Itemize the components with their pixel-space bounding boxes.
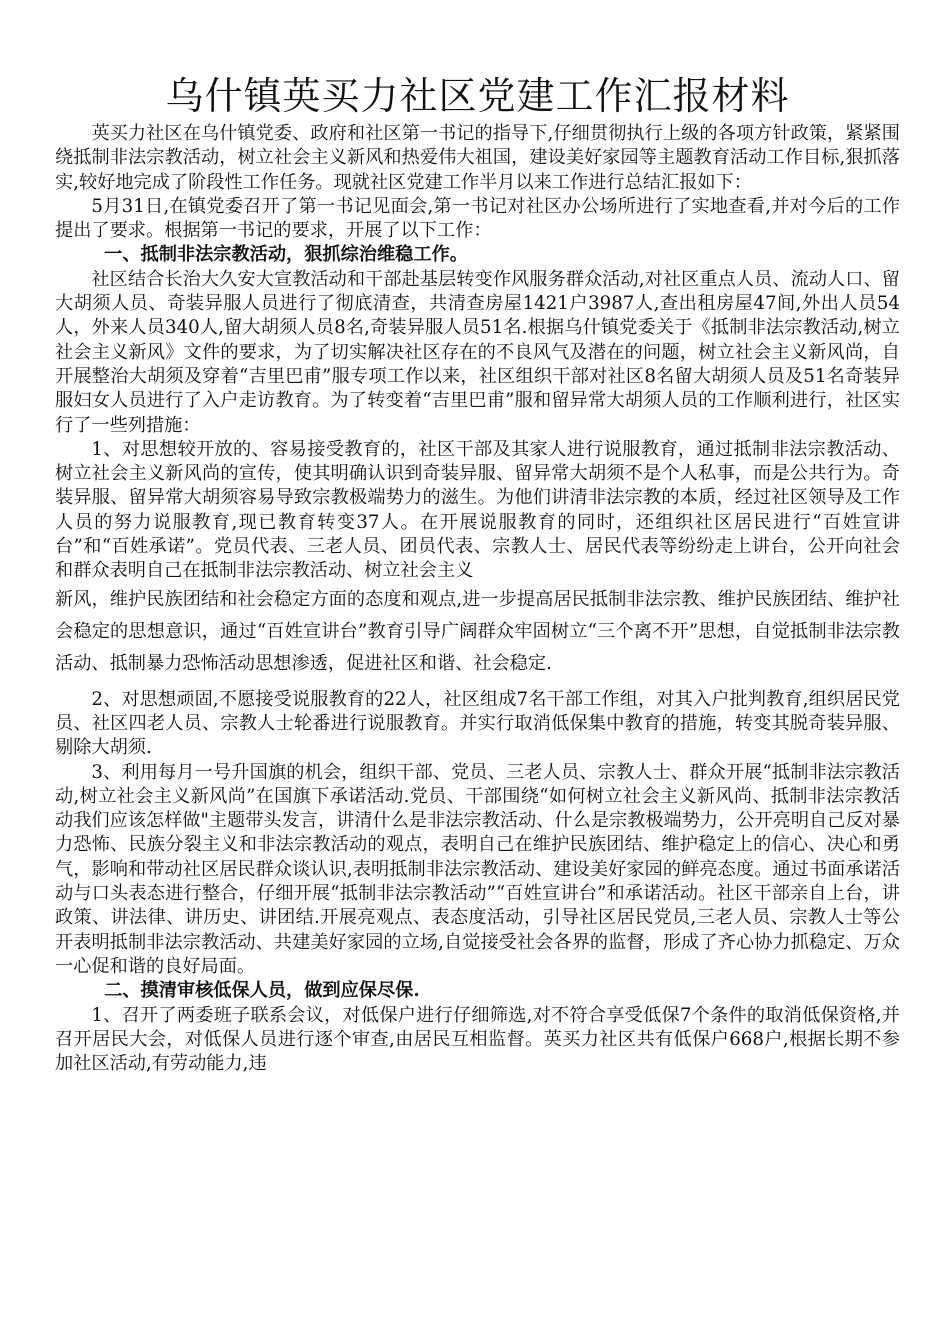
document-page [55,70,900,1076]
section-heading-1: 一、抵制非法宗教活动，狠抓综治维稳工作。 [104,244,468,266]
section2-paragraph: 1、召开了两委班子联系会议，对低保户进行仔细筛选,对不符合享受低保7个条件的取消低保资格,并召开居民大会，对低保人员进行逐个审查,由居民互相监督。英买力社区共有低保户668户,根据长期不参加社区活动,有劳动能力,违 [55,1004,900,1075]
intro-paragraph: 英买力社区在乌什镇党委、政府和社区第一书记的指导下,仔细贯彻执行上级的各项方针政策，紧紧围绕抵制非法宗教活动，树立社会主义新风和热爱伟大祖国，建设美好家园等主题教育活动工作目标,狠抓落实,较好地完成了阶段性工作任务。现就社区党建工作半月以来工作进行总结汇报如下： [55,123,900,193]
section-heading-2: 二、摸清审核低保人员，做到应保尽保. [104,980,420,1002]
measure3-paragraph: 3、利用每月一号升国旗的机会，组织干部、党员、三老人员、宗教人士、群众开展“抵制非法宗教活动,树立社会主义新风尚”在国旗下承诺活动.党员、干部围绕“如何树立社会主义新风尚、抵制非法宗教活动我们应该怎样做"主题带头发言，讲清什么是非法宗教活动、什么是宗教极端势力，公开亮明自己反对暴力恐怖、民族分裂主义和非法宗教活动的观点，表明自己在维护民族团结、维护稳定上的信心、决心和勇气，影响和带动社区居民群众谈认识,表明抵制非法宗教活动、建设美好家园的鲜亮态度。通过书面承诺活动与口头表态进行整合，仔细开展“抵制非法宗教活动”“百姓宣讲台”和承诺活动。社区干部亲自上台，讲政策、讲法律、讲历史、讲团结.开展亮观点、表态度活动，引导社区居民党员,三老人员、宗教人士等公开表明抵制非法宗教活动、共建美好家园的立场,自觉接受社会各界的监督，形成了齐心协力抓稳定、万众一心促和谐的良好局面。 [55,761,900,977]
measure1-continuation: 新风，维护民族团结和社会稳定方面的态度和观点,进一步提高居民抵制非法宗教、维护民族团结、维护社会稳定的思想意识，通过“百姓宣讲台”教育引导广阔群众牢固树立“三个离不开”思想，自觉抵制非法宗教活动、抵制暴力恐怖活动思想渗透，促进社区和谐、社会稳定. [55,588,900,674]
document-title: 乌什镇英买力社区党建工作汇报材料 [165,74,790,118]
section1-paragraph: 社区结合长治大久安大宣教活动和干部赴基层转变作风服务群众活动,对社区重点人员、流动人口、留大胡须人员、奇装异服人员进行了彻底清查，共清查房屋1421户3987人,查出租房屋47间,外出人员54人，外来人员340人,留大胡须人员8名,奇装异服人员51名.根据乌什镇党委关于《抵制非法宗教活动,树立社会主义新风》文件的要求，为了切实解决社区存在的不良风气及潜在的问题，树立社会主义新风尚，自开展整治大胡须及穿着“吉里巴甫”服专项工作以来，社区组织干部对社区8名留大胡须人员及51名奇装异服妇女人员进行了入户走访教育。为了转变着“吉里巴甫”服和留异常大胡须人员的工作顺利进行，社区实行了一些列措施： [55,268,900,436]
measure2-paragraph: 2、对思想顽固,不愿接受说服教育的22人，社区组成7名干部工作组，对其入户批判教育,组织居民党员、社区四老人员、宗教人士轮番进行说服教育。并实行取消低保集中教育的措施，转变其脱奇装异服、剔除大胡须. [55,688,900,759]
measure1-paragraph: 1、对思想较开放的、容易接受教育的，社区干部及其家人进行说服教育，通过抵制非法宗教活动、树立社会主义新风尚的宣传，使其明确认识到奇装异服、留异常大胡须不是个人私事，而是公共行为。奇装异服、留异常大胡须容易导致宗教极端势力的滋生。为他们讲清非法宗教的本质，经过社区领导及工作人员的努力说服教育,现已教育转变37人。在开展说服教育的同时，还组织社区居民进行“百姓宣讲台”和“百姓承诺”。党员代表、三老人员、团员代表、宗教人士、居民代表等纷纷走上讲台，公开向社会和群众表明自己在抵制非法宗教活动、树立社会主义 [55,438,900,582]
may31-paragraph: 5月31日,在镇党委召开了第一书记见面会,第一书记对社区办公场所进行了实地查看,并对今后的工作提出了要求。根据第一书记的要求，开展了以下工作： [55,195,900,242]
